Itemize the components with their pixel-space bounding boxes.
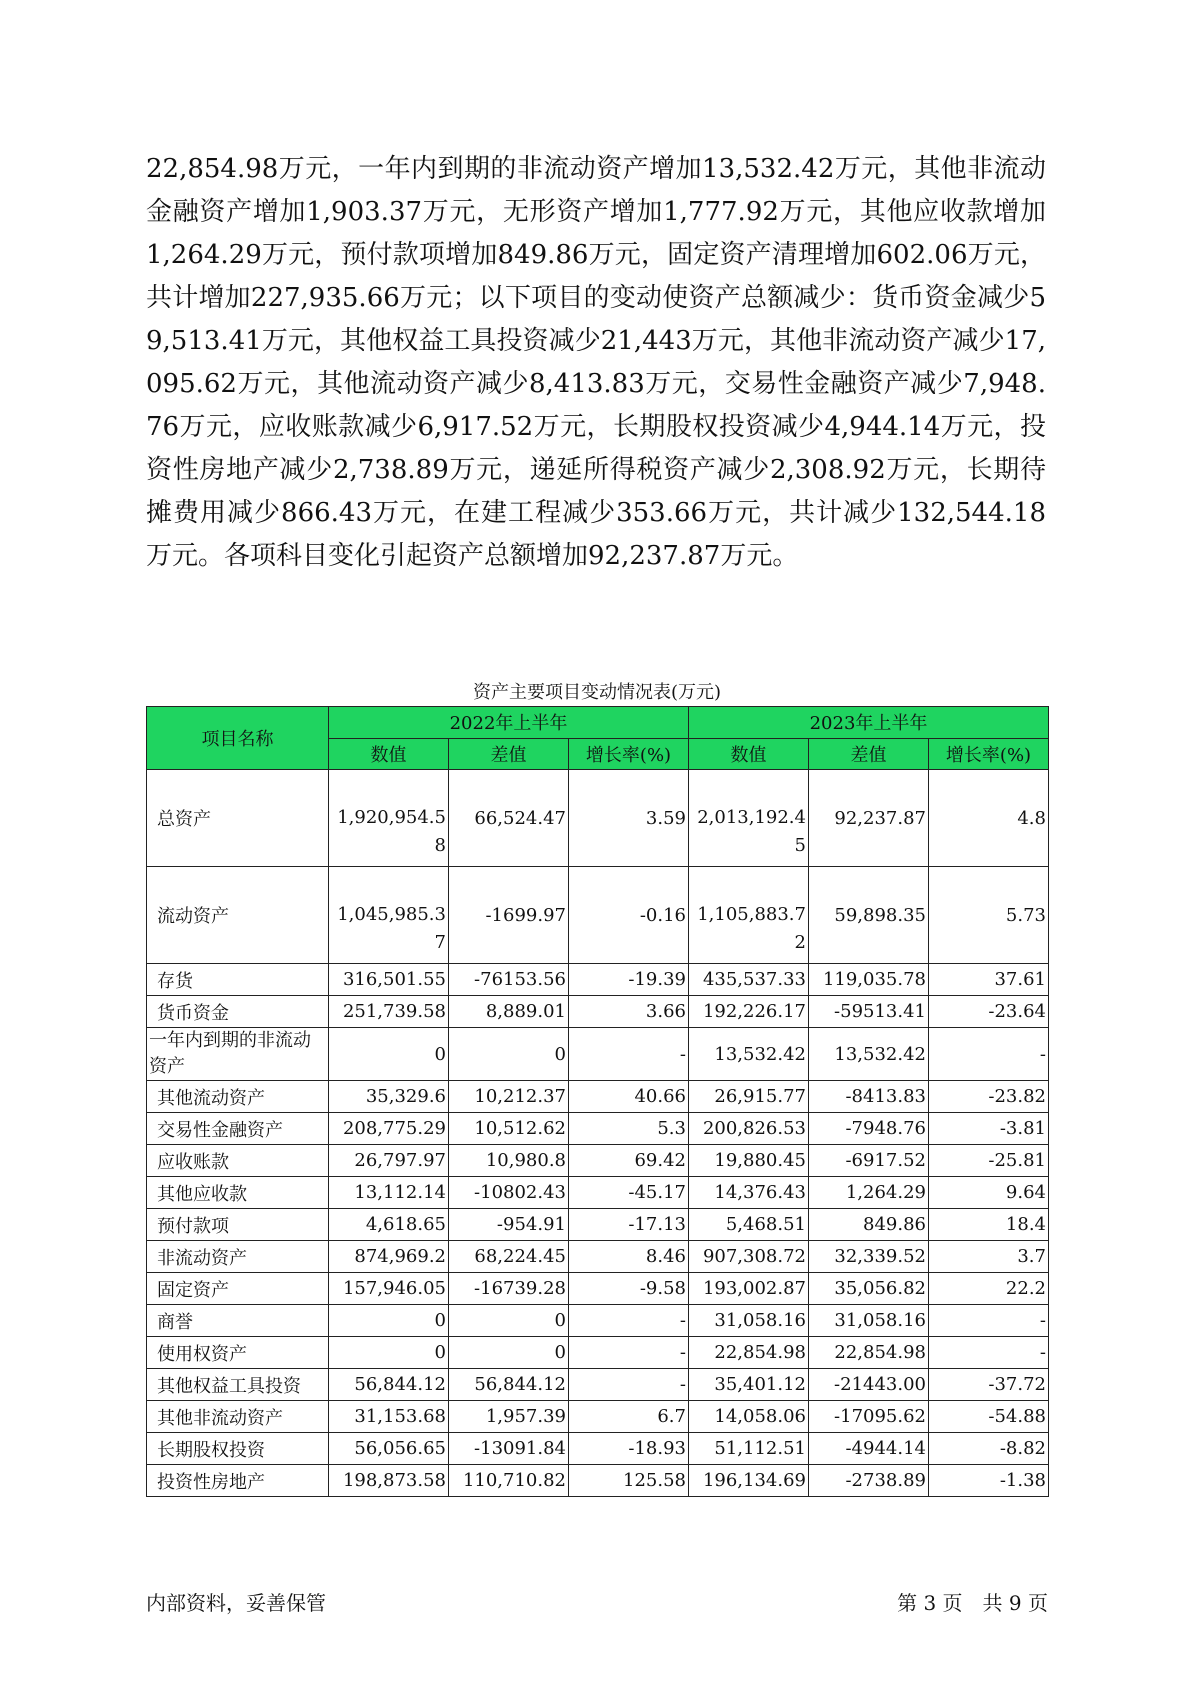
value-2022: 1,920,954.58: [329, 770, 449, 867]
diff-2023: -4944.14: [809, 1433, 929, 1465]
value-2023: 907,308.72: [689, 1241, 809, 1273]
diff-2022: -13091.84: [449, 1433, 569, 1465]
header-value-2023: 数值: [689, 738, 809, 770]
table-row: [147, 1113, 1049, 1145]
table-row: [147, 1337, 1049, 1369]
value-2023: 5,468.51: [689, 1209, 809, 1241]
value-2022: 208,775.29: [329, 1113, 449, 1145]
rate-2023: 4.8: [929, 770, 1049, 867]
value-2023: 51,112.51: [689, 1433, 809, 1465]
diff-2022: 10,512.62: [449, 1113, 569, 1145]
value-2023: 31,058.16: [689, 1305, 809, 1337]
value-2023: 35,401.12: [689, 1369, 809, 1401]
rate-2022: -17.13: [569, 1209, 689, 1241]
diff-2022: 1,957.39: [449, 1401, 569, 1433]
rate-2022: 3.66: [569, 996, 689, 1028]
diff-2022: 10,980.8: [449, 1145, 569, 1177]
diff-2023: -7948.76: [809, 1113, 929, 1145]
diff-2023: -17095.62: [809, 1401, 929, 1433]
table-row: [147, 1028, 1049, 1081]
value-2023: 200,826.53: [689, 1113, 809, 1145]
value-2023: 2,013,192.45: [689, 770, 809, 867]
table-row: [147, 1369, 1049, 1401]
row-name: 存货: [147, 964, 329, 996]
value-2022: 874,969.2: [329, 1241, 449, 1273]
table-row: [147, 996, 1049, 1028]
diff-2022: 110,710.82: [449, 1465, 569, 1497]
rate-2022: -: [569, 1305, 689, 1337]
value-2023: 14,376.43: [689, 1177, 809, 1209]
diff-2022: 10,212.37: [449, 1081, 569, 1113]
table-row: [147, 1465, 1049, 1497]
rate-2023: 3.7: [929, 1241, 1049, 1273]
rate-2023: 18.4: [929, 1209, 1049, 1241]
header-rate-2022: 增长率(%): [569, 738, 689, 770]
row-name: 其他非流动资产: [147, 1401, 329, 1433]
header-diff-2023: 差值: [809, 738, 929, 770]
diff-2023: 35,056.82: [809, 1273, 929, 1305]
value-2022: 35,329.6: [329, 1081, 449, 1113]
table-row: [147, 964, 1049, 996]
value-2023: 192,226.17: [689, 996, 809, 1028]
footer-confidential-note: 内部资料，妥善保管: [146, 1591, 326, 1615]
diff-2023: 119,035.78: [809, 964, 929, 996]
rate-2022: -0.16: [569, 867, 689, 964]
value-2023: 13,532.42: [689, 1028, 809, 1081]
rate-2023: -1.38: [929, 1465, 1049, 1497]
value-2022: 56,844.12: [329, 1369, 449, 1401]
row-name: 货币资金: [147, 996, 329, 1028]
diff-2022: 0: [449, 1305, 569, 1337]
diff-2022: 56,844.12: [449, 1369, 569, 1401]
rate-2022: 8.46: [569, 1241, 689, 1273]
rate-2022: 125.58: [569, 1465, 689, 1497]
diff-2023: 92,237.87: [809, 770, 929, 867]
diff-2022: -76153.56: [449, 964, 569, 996]
value-2022: 13,112.14: [329, 1177, 449, 1209]
table-row: [147, 1433, 1049, 1465]
value-2022: 4,618.65: [329, 1209, 449, 1241]
row-name: 其他权益工具投资: [147, 1369, 329, 1401]
rate-2023: -: [929, 1305, 1049, 1337]
rate-2022: 69.42: [569, 1145, 689, 1177]
rate-2022: -: [569, 1337, 689, 1369]
value-2022: 1,045,985.37: [329, 867, 449, 964]
diff-2023: 32,339.52: [809, 1241, 929, 1273]
row-name: 其他应收款: [147, 1177, 329, 1209]
header-value-2022: 数值: [329, 738, 449, 770]
row-name: 流动资产: [147, 867, 329, 964]
value-2023: 19,880.45: [689, 1145, 809, 1177]
table-row: [147, 1305, 1049, 1337]
row-name: 预付款项: [147, 1209, 329, 1241]
value-2022: 56,056.65: [329, 1433, 449, 1465]
rate-2023: 5.73: [929, 867, 1049, 964]
row-name: 固定资产: [147, 1273, 329, 1305]
diff-2023: -21443.00: [809, 1369, 929, 1401]
rate-2022: 3.59: [569, 770, 689, 867]
rate-2022: 5.3: [569, 1113, 689, 1145]
header-diff-2022: 差值: [449, 738, 569, 770]
diff-2022: -16739.28: [449, 1273, 569, 1305]
rate-2022: -45.17: [569, 1177, 689, 1209]
diff-2022: 68,224.45: [449, 1241, 569, 1273]
table-row: [147, 1273, 1049, 1305]
table-row: [147, 770, 1049, 867]
header-rate-2023: 增长率(%): [929, 738, 1049, 770]
value-2023: 22,854.98: [689, 1337, 809, 1369]
row-name: 非流动资产: [147, 1241, 329, 1273]
table-row: [147, 1081, 1049, 1113]
rate-2023: -: [929, 1337, 1049, 1369]
header-period-2023: 2023年上半年: [689, 707, 1049, 739]
value-2023: 26,915.77: [689, 1081, 809, 1113]
value-2022: 0: [329, 1305, 449, 1337]
value-2022: 198,873.58: [329, 1465, 449, 1497]
row-name: 商誉: [147, 1305, 329, 1337]
diff-2023: 849.86: [809, 1209, 929, 1241]
rate-2023: -37.72: [929, 1369, 1049, 1401]
diff-2023: 59,898.35: [809, 867, 929, 964]
value-2022: 31,153.68: [329, 1401, 449, 1433]
rate-2022: -: [569, 1369, 689, 1401]
diff-2022: 66,524.47: [449, 770, 569, 867]
diff-2023: 31,058.16: [809, 1305, 929, 1337]
diff-2023: 1,264.29: [809, 1177, 929, 1209]
value-2023: 193,002.87: [689, 1273, 809, 1305]
rate-2023: -23.64: [929, 996, 1049, 1028]
row-name: 投资性房地产: [147, 1465, 329, 1497]
header-item-name: 项目名称: [147, 707, 329, 770]
row-name: 一年内到期的非流动资产: [147, 1028, 329, 1081]
table-row: [147, 1209, 1049, 1241]
value-2022: 316,501.55: [329, 964, 449, 996]
row-name: 总资产: [147, 770, 329, 867]
header-period-2022: 2022年上半年: [329, 707, 689, 739]
rate-2022: -19.39: [569, 964, 689, 996]
diff-2023: -59513.41: [809, 996, 929, 1028]
rate-2023: -: [929, 1028, 1049, 1081]
diff-2022: -954.91: [449, 1209, 569, 1241]
diff-2023: 22,854.98: [809, 1337, 929, 1369]
table-row: [147, 1401, 1049, 1433]
table-title: 资产主要项目变动情况表(万元): [472, 682, 722, 703]
table-row: [147, 867, 1049, 964]
diff-2022: 8,889.01: [449, 996, 569, 1028]
rate-2023: 9.64: [929, 1177, 1049, 1209]
rate-2022: -18.93: [569, 1433, 689, 1465]
table-row: [147, 1177, 1049, 1209]
asset-change-table: [146, 706, 1049, 1497]
value-2023: 14,058.06: [689, 1401, 809, 1433]
row-name: 应收账款: [147, 1145, 329, 1177]
row-name: 使用权资产: [147, 1337, 329, 1369]
rate-2023: -54.88: [929, 1401, 1049, 1433]
rate-2023: -23.82: [929, 1081, 1049, 1113]
rate-2023: 22.2: [929, 1273, 1049, 1305]
value-2022: 26,797.97: [329, 1145, 449, 1177]
row-name: 其他流动资产: [147, 1081, 329, 1113]
diff-2023: 13,532.42: [809, 1028, 929, 1081]
rate-2023: -8.82: [929, 1433, 1049, 1465]
diff-2023: -2738.89: [809, 1465, 929, 1497]
row-name: 长期股权投资: [147, 1433, 329, 1465]
footer-page-number: 第 3 页 共 9 页: [897, 1591, 1048, 1615]
rate-2022: 6.7: [569, 1401, 689, 1433]
value-2022: 251,739.58: [329, 996, 449, 1028]
value-2022: 157,946.05: [329, 1273, 449, 1305]
value-2023: 1,105,883.72: [689, 867, 809, 964]
rate-2023: 37.61: [929, 964, 1049, 996]
value-2022: 0: [329, 1337, 449, 1369]
value-2023: 196,134.69: [689, 1465, 809, 1497]
diff-2022: 0: [449, 1337, 569, 1369]
rate-2022: -: [569, 1028, 689, 1081]
table-row: [147, 1145, 1049, 1177]
rate-2023: -25.81: [929, 1145, 1049, 1177]
rate-2022: -9.58: [569, 1273, 689, 1305]
diff-2022: 0: [449, 1028, 569, 1081]
diff-2022: -1699.97: [449, 867, 569, 964]
value-2023: 435,537.33: [689, 964, 809, 996]
value-2022: 0: [329, 1028, 449, 1081]
diff-2023: -8413.83: [809, 1081, 929, 1113]
table-row: [147, 1241, 1049, 1273]
body-paragraph: 22,854.98万元，一年内到期的非流动资产增加13,532.42万元，其他非流动金融资产增加1,903.37万元，无形资产增加1,777.92万元，其他应收款增加1,264.29万元，预付款项增加849.86万元，固定资产清理增加602.06万元，共计增加227,935.66万元；以下项目的变动使资产总额减少：货币资金减少59,513.41万元，其他权益工具投资减少21,443万元，其他非流动资产减少17,095.62万元，其他流动资产减少8,413.83万元，交易性金融资产减少7,948.76万元，应收账款减少6,917.52万元，长期股权投资减少4,944.14万元，投资性房地产减少2,738.89万元，递延所得税资产减少2,308.92万元，长期待摊费用减少866.43万元，在建工程减少353.66万元，共计减少132,544.18万元。各项科目变化引起资产总额增加92,237.87万元。: [146, 154, 1046, 571]
diff-2023: -6917.52: [809, 1145, 929, 1177]
row-name: 交易性金融资产: [147, 1113, 329, 1145]
rate-2023: -3.81: [929, 1113, 1049, 1145]
rate-2022: 40.66: [569, 1081, 689, 1113]
diff-2022: -10802.43: [449, 1177, 569, 1209]
